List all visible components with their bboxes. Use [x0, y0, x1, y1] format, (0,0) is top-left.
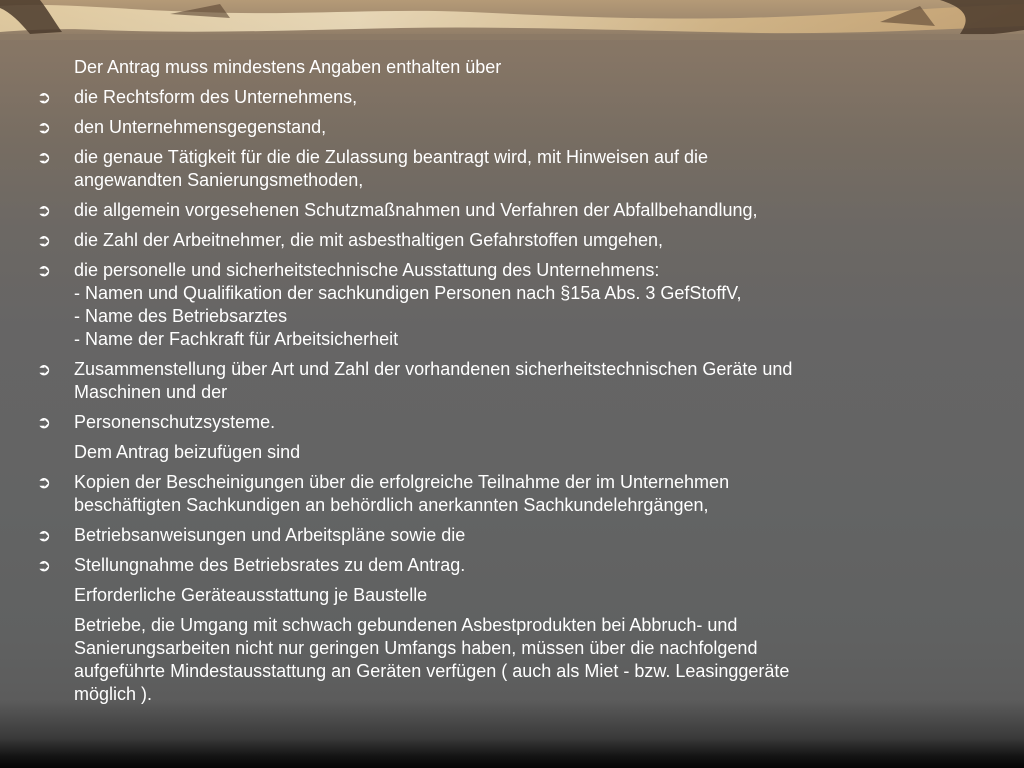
text-line: Kopien der Bescheinigungen über die erfolgreiche Teilnahme der im Unternehmen [74, 472, 730, 492]
bullet-item [0, 199, 1024, 222]
text-line: Zusammenstellung über Art und Zahl der vorhandenen sicherheitstechnischen Geräte und [74, 359, 793, 379]
bullet-item [0, 471, 1024, 517]
text-line: Sanierungsarbeiten nicht nur geringen Umfangs haben, müssen über die nachfolgend [74, 638, 758, 658]
bullet-item [0, 146, 1024, 192]
text-paragraph [0, 441, 1024, 464]
text-line: Stellungnahme des Betriebsrates zu dem Antrag. [74, 555, 466, 575]
text-line: den Unternehmensgegenstand, [74, 117, 327, 137]
text-line: - Name der Fachkraft für Arbeitsicherheit [74, 329, 399, 349]
bullet-item [0, 358, 1024, 404]
bullet-item [0, 116, 1024, 139]
arrow-bullet-icon: ➲ [36, 473, 52, 492]
text-line: - Name des Betriebsarztes [74, 306, 288, 326]
arrow-bullet-icon: ➲ [36, 231, 52, 250]
arrow-bullet-icon: ➲ [36, 556, 52, 575]
arrow-bullet-icon: ➲ [36, 526, 52, 545]
bullet-item [0, 229, 1024, 252]
arrow-bullet-icon: ➲ [36, 261, 52, 280]
text-line: die Rechtsform des Unternehmens, [74, 87, 358, 107]
bullet-item [0, 86, 1024, 109]
text-line: möglich ). [74, 684, 153, 704]
text-line: beschäftigten Sachkundigen an behördlich anerkannten Sachkundelehrgängen, [74, 495, 709, 515]
text-line: Maschinen und der [74, 382, 228, 402]
arrow-bullet-icon: ➲ [36, 118, 52, 137]
text-line: angewandten Sanierungsmethoden, [74, 170, 364, 190]
arrow-bullet-icon: ➲ [36, 88, 52, 107]
text-line: Betriebsanweisungen und Arbeitspläne sowie die [74, 525, 466, 545]
arrow-bullet-icon: ➲ [36, 413, 52, 432]
text-paragraph [0, 584, 1024, 607]
text-line: die genaue Tätigkeit für die die Zulassung beantragt wird, mit Hinweisen auf die [74, 147, 709, 167]
bullet-item [0, 259, 1024, 351]
text-line: - Namen und Qualifikation der sachkundigen Personen nach §15a Abs. 3 GefStoffV, [74, 283, 742, 303]
text-paragraph [0, 56, 1024, 79]
arrow-bullet-icon: ➲ [36, 148, 52, 167]
arrow-bullet-icon: ➲ [36, 201, 52, 220]
arrow-bullet-icon: ➲ [36, 360, 52, 379]
text-line: die Zahl der Arbeitnehmer, die mit asbesthaltigen Gefahrstoffen umgehen, [74, 230, 664, 250]
text-line: aufgeführte Mindestausstattung an Geräten verfügen ( auch als Miet - bzw. Leasinggeräte [74, 661, 790, 681]
text-paragraph [0, 614, 1024, 706]
slide-content [0, 56, 1024, 713]
text-line: Erforderliche Geräteausstattung je Baustelle [74, 585, 428, 605]
text-line: Personenschutzsysteme. [74, 412, 276, 432]
text-line: die allgemein vorgesehenen Schutzmaßnahmen und Verfahren der Abfallbehandlung, [74, 200, 758, 220]
bullet-item [0, 554, 1024, 577]
bullet-item [0, 411, 1024, 434]
text-line: die personelle und sicherheitstechnische Ausstattung des Unternehmens: [74, 260, 660, 280]
bullet-item [0, 524, 1024, 547]
landscape-banner [0, 0, 1024, 40]
text-line: Dem Antrag beizufügen sind [74, 442, 301, 462]
text-line: Der Antrag muss mindestens Angaben enthalten über [74, 57, 502, 77]
text-line: Betriebe, die Umgang mit schwach gebundenen Asbestprodukten bei Abbruch- und [74, 615, 738, 635]
